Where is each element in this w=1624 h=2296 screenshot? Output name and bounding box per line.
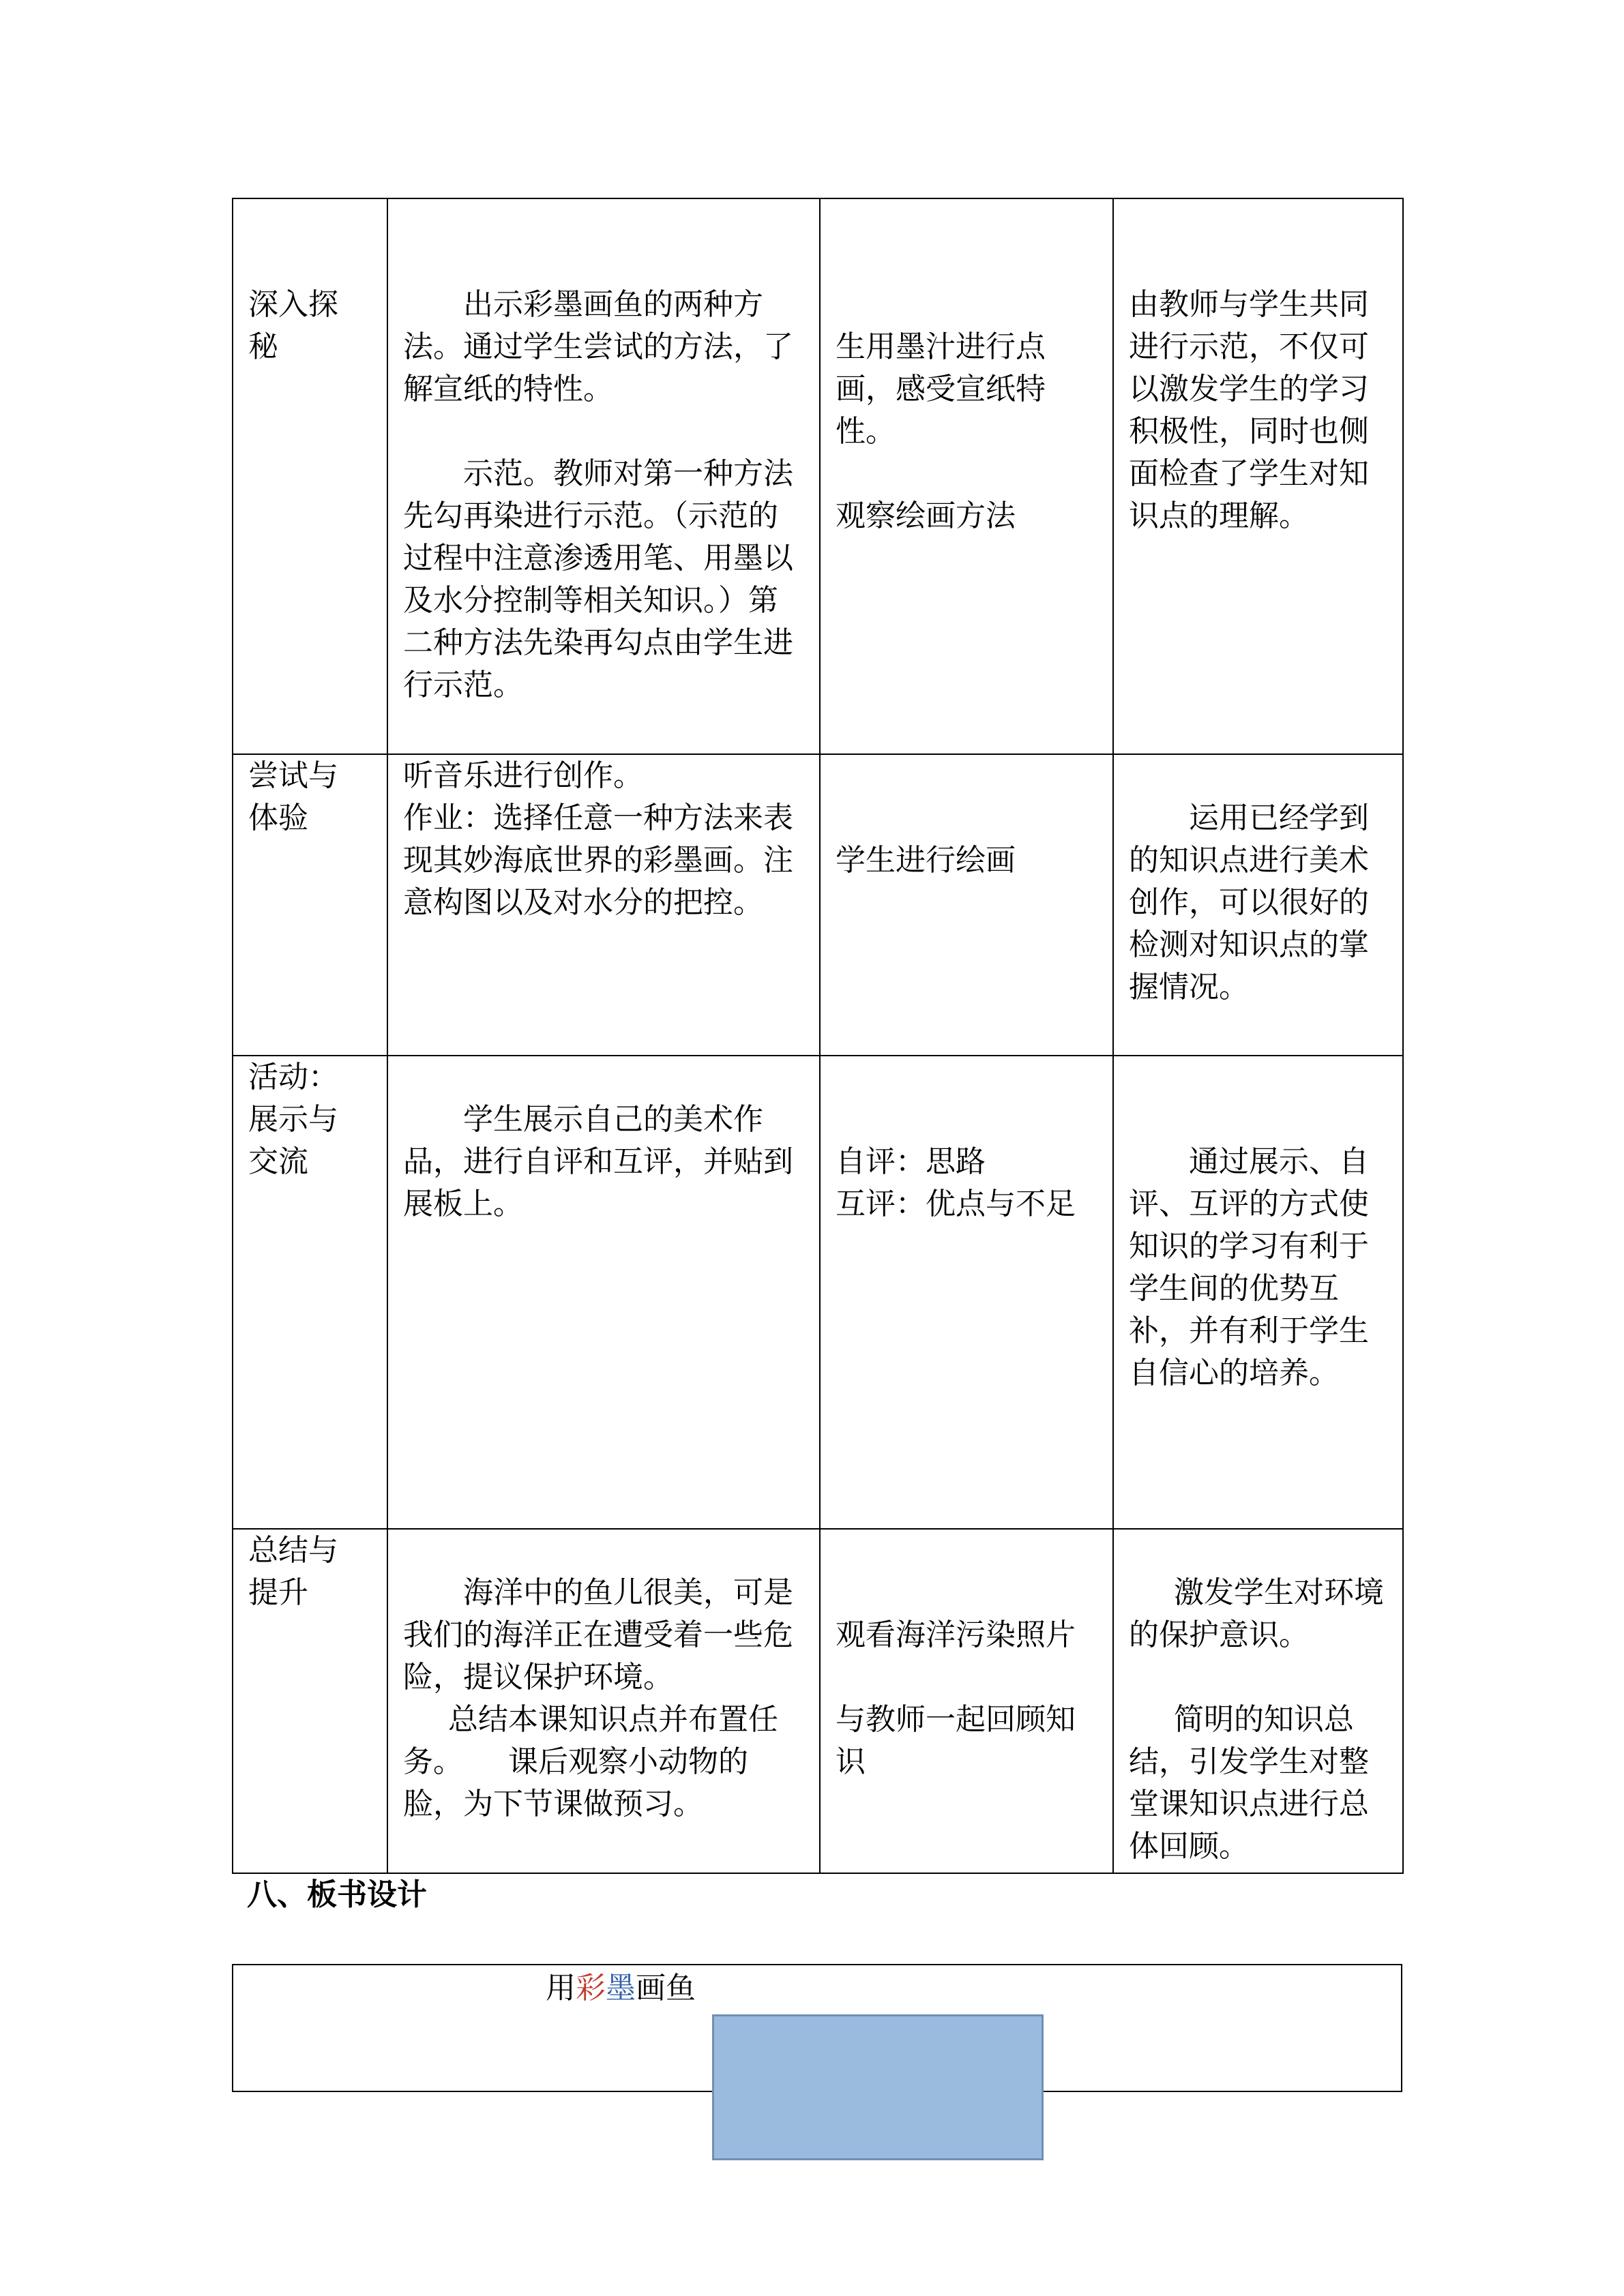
stage-text: 总结与 [248, 1533, 338, 1568]
stage-cell [233, 754, 387, 1056]
teacher-activity-text: 总结本课知识点并布置任务。 课后观察小动物的脸，为下节课做预习。 [403, 1702, 778, 1821]
table-row [233, 754, 1403, 1056]
stage-cell [233, 1529, 387, 1873]
stage-text: 体验 [248, 801, 308, 835]
board-title-part-colored: 彩 [576, 1971, 606, 2006]
teacher-activity-text: 听音乐进行创作。 [403, 758, 643, 793]
design-intent-cell [1113, 754, 1403, 1056]
teacher-activity-text: 出示彩墨画鱼的两种方法。通过学生尝试的方法，了解宣纸的特性。 [403, 287, 793, 406]
student-activity-cell [820, 198, 1113, 754]
teacher-activity-text: 作业：选择任意一种方法来表现其妙海底世界的彩墨画。注意构图以及对水分的把控。 [403, 801, 793, 920]
stage-text: 活动： [248, 1060, 338, 1094]
table-row [233, 1529, 1403, 1873]
teacher-activity-cell [387, 1056, 820, 1529]
board-title-part: 用 [546, 1971, 576, 2006]
design-intent-cell [1113, 198, 1403, 754]
table-row [233, 198, 1403, 754]
stage-cell [233, 198, 387, 754]
stage-text: 尝试与 [248, 758, 338, 793]
board-title-part: 画鱼 [636, 1971, 696, 2006]
student-activity-text: 学生进行绘画 [836, 843, 1016, 878]
student-activity-text: 互评：优点与不足 [836, 1187, 1076, 1221]
student-activity-text: 观察绘画方法 [836, 498, 1016, 533]
stage-text: 展示与 [248, 1102, 338, 1137]
board-title [546, 1967, 696, 2010]
design-intent-text: 运用已经学到的知识点进行美术创作，可以很好的检测对知识点的掌握情况。 [1129, 801, 1369, 1004]
design-intent-cell [1113, 1529, 1403, 1873]
student-activity-text: 生用墨汁进行点画，感受宣纸特性。 [836, 329, 1046, 449]
design-intent-text: 由教师与学生共同进行示范，不仅可以激发学生的学习积极性，同时也侧面检查了学生对知识点的理解。 [1129, 287, 1369, 533]
student-activity-text: 观看海洋污染照片 [836, 1617, 1076, 1652]
stage-text: 提升 [248, 1575, 308, 1610]
teacher-activity-cell [387, 1529, 820, 1873]
teacher-activity-cell [387, 754, 820, 1056]
section-heading: 八、板书设计 [247, 1877, 427, 1912]
teacher-activity-cell [387, 198, 820, 754]
table-row [233, 1056, 1403, 1529]
student-activity-text: 与教师一起回顾知识 [836, 1702, 1076, 1779]
student-activity-cell [820, 1529, 1113, 1873]
student-activity-text: 自评：思路 [836, 1144, 986, 1179]
stage-text: 深入探 [248, 287, 338, 322]
design-intent-text: 简明的知识总结，引发学生对整堂课知识点进行总体回顾。 [1129, 1702, 1369, 1864]
teacher-activity-text: 示范。教师对第一种方法先勾再染进行示范。（示范的过程中注意渗透用笔、用墨以及水分控制等相关知识。）第二种方法先染再勾点由学生进行示范。 [403, 456, 793, 702]
board-diagram-rectangle [712, 2014, 1044, 2160]
teacher-activity-text: 海洋中的鱼儿很美，可是我们的海洋正在遭受着一些危险，提议保护环境。 [403, 1575, 793, 1695]
teacher-activity-text: 学生展示自己的美术作品，进行自评和互评，并贴到展板上。 [403, 1102, 793, 1221]
student-activity-cell [820, 1056, 1113, 1529]
stage-text: 秘 [248, 329, 278, 364]
design-intent-cell [1113, 1056, 1403, 1529]
design-intent-text: 激发学生对环境的保护意识。 [1129, 1575, 1384, 1652]
student-activity-cell [820, 754, 1113, 1056]
stage-text: 交流 [248, 1144, 308, 1179]
board-title-part-colored: 墨 [606, 1971, 636, 2006]
stage-cell [233, 1056, 387, 1529]
lesson-plan-table [232, 198, 1404, 1874]
design-intent-text: 通过展示、自评、互评的方式使知识的学习有利于学生间的优势互补，并有利于学生自信心的培养。 [1129, 1144, 1369, 1390]
